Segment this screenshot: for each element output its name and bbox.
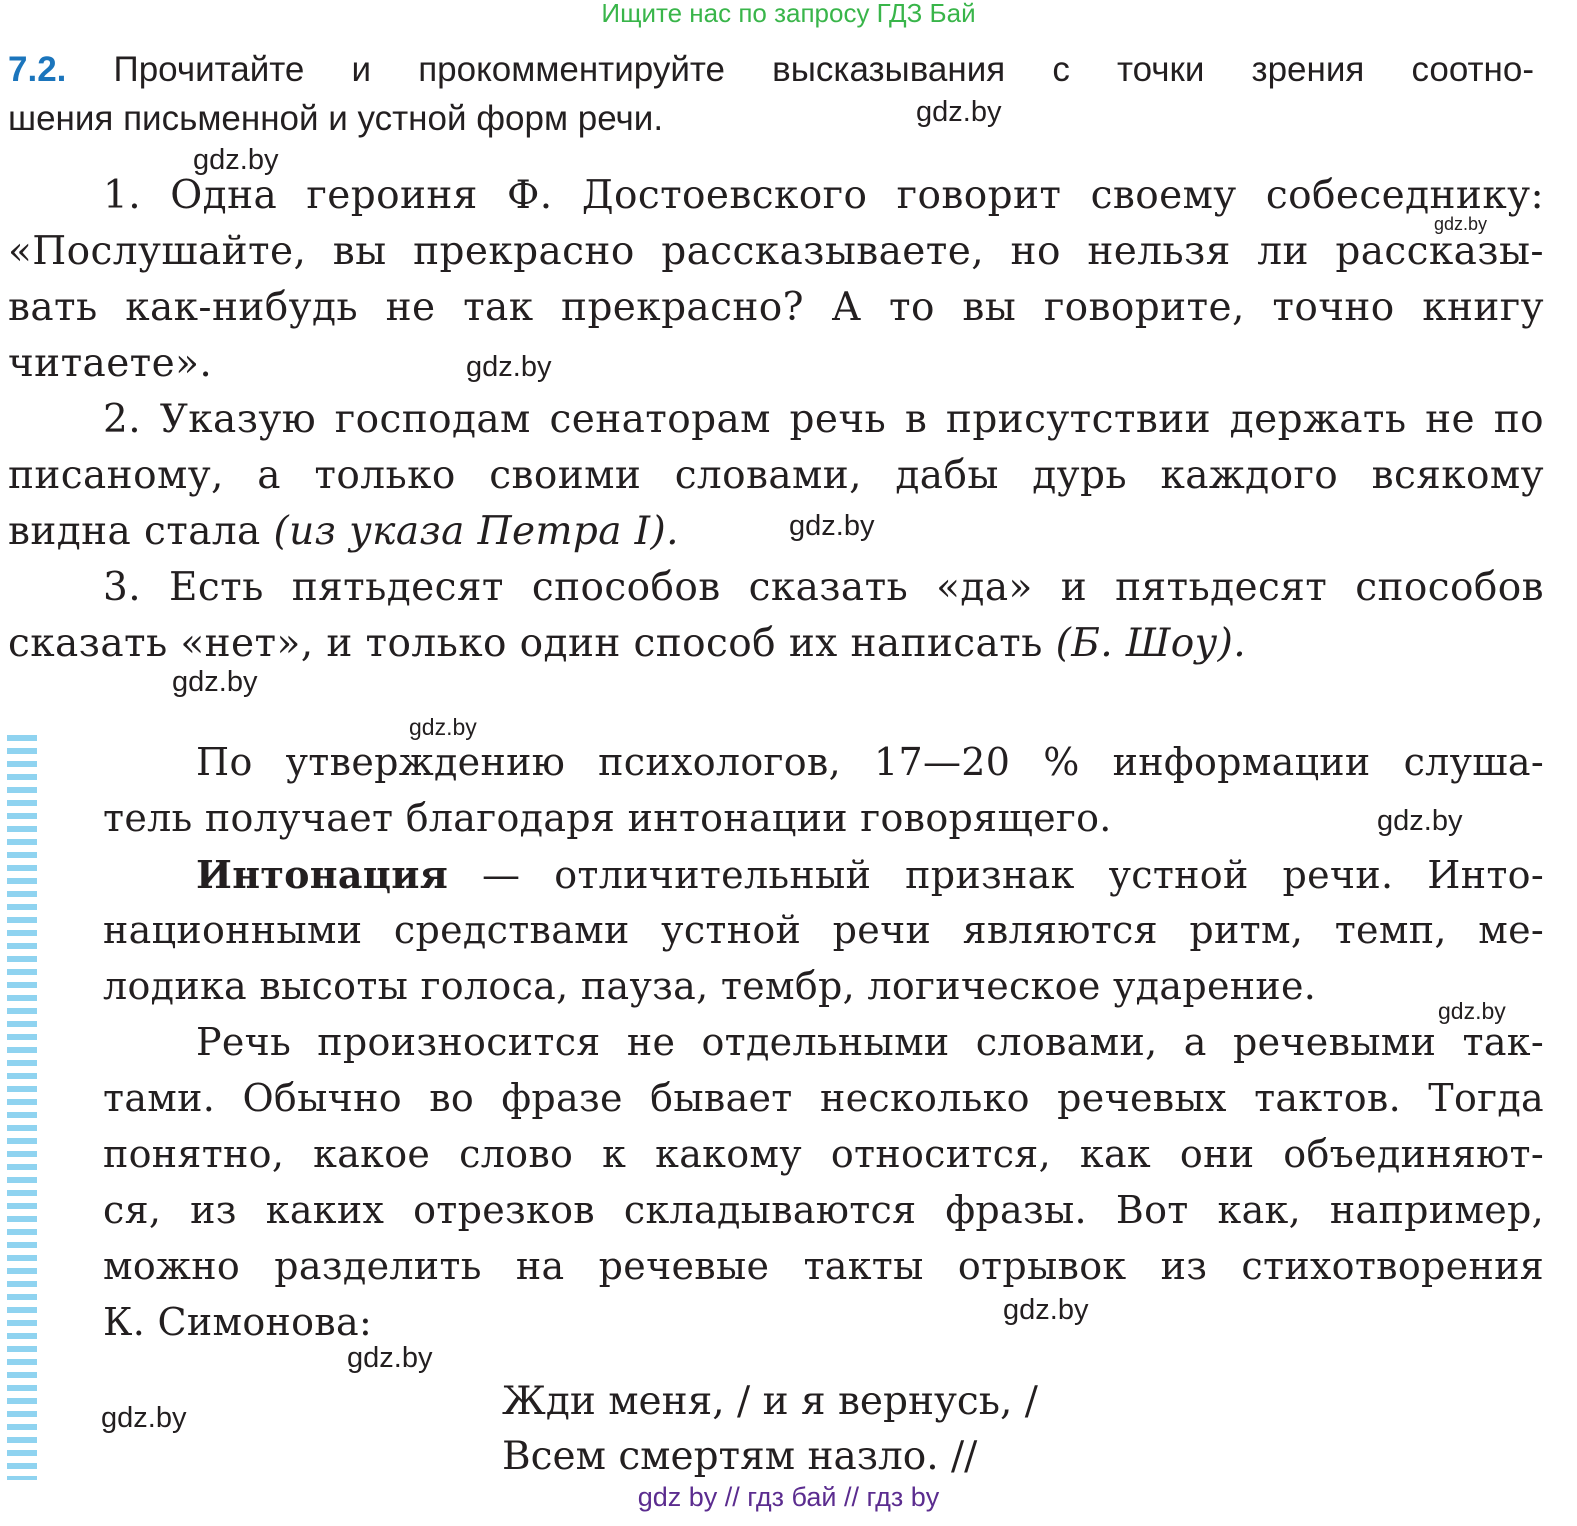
- theory-p2-line-1: [196, 852, 1544, 897]
- bottom-banner[interactable]: gdz by // гдз бай // гдз by: [637, 1482, 940, 1512]
- watermark: gdz.by: [347, 1342, 433, 1374]
- top-banner[interactable]: Ищите нас по запросу ГДЗ Бай: [601, 0, 976, 28]
- watermark: gdz.by: [1377, 805, 1463, 837]
- quote2-line-2: писаному, а только своими словами, дабы дурь каждого всякому: [8, 453, 1544, 498]
- watermark: gdz.by: [789, 510, 875, 542]
- theory-p2-rest: — отличительный признак устной речи. Инто-: [448, 853, 1544, 897]
- poem-line-2: Всем смертям назло. //: [502, 1434, 978, 1479]
- quote3-source: (Б. Шоу).: [1055, 621, 1247, 666]
- poem-line-1: Жди меня, / и я вернусь, /: [502, 1379, 1038, 1424]
- theory-p3-line-4: ся, из каких отрезков складываются фразы. Вот как, например,: [103, 1188, 1544, 1232]
- quote1-line-2: «Послушайте, вы прекрасно рассказываете, но нельзя ли рассказы-: [8, 229, 1544, 274]
- theory-p2-line-3: лодика высоты голоса, пауза, тембр, логическое ударение.: [103, 964, 1317, 1008]
- watermark: gdz.by: [172, 666, 258, 698]
- quote3-text: сказать «нет», и только один способ их написать: [8, 621, 1043, 666]
- theory-p2-line-2: национными средствами устной речи являются ритм, темп, ме-: [103, 908, 1544, 952]
- task-text-1: Прочитайте и прокомментируйте высказывания с точки зрения соотно-: [113, 50, 1535, 89]
- theory-side-stripes: [7, 735, 37, 1480]
- theory-p3-line-1: Речь произносится не отдельными словами, а речевыми так-: [196, 1020, 1544, 1064]
- intonation-term: Интонация: [196, 852, 449, 897]
- quote2-line-1: 2. Указую господам сенаторам речь в присутствии держать не по: [103, 397, 1544, 442]
- theory-p3-line-5: можно разделить на речевые такты отрывок из стихотворения: [103, 1244, 1544, 1288]
- theory-p3-line-3: понятно, какое слово к какому относится, как они объединяют-: [103, 1132, 1544, 1176]
- watermark: gdz.by: [101, 1402, 187, 1434]
- quote1-line-3: вать как-нибудь не так прекрасно? А то вы говорите, точно книгу: [8, 285, 1544, 330]
- quote1-line-1: 1. Одна героиня Ф. Достоевского говорит своему собеседнику:: [103, 173, 1544, 218]
- watermark: gdz.by: [466, 351, 552, 383]
- task-line-2: шения письменной и устной форм речи.: [8, 99, 664, 138]
- quote2-source: (из указа Петра I).: [273, 509, 679, 554]
- theory-p1-line-1: По утверждению психологов, 17—20 % информации слуша-: [196, 740, 1544, 784]
- quote2-line-3: [8, 509, 679, 554]
- watermark: gdz.by: [193, 144, 279, 176]
- quote2-text: видна стала: [8, 509, 261, 554]
- quote1-line-4: читаете».: [8, 341, 213, 386]
- theory-p1-line-2: тель получает благодаря интонации говорящего.: [103, 796, 1112, 840]
- quote3-line-2: [8, 621, 1246, 666]
- watermark: gdz.by: [1438, 998, 1506, 1024]
- watermark: gdz.by: [1003, 1294, 1089, 1326]
- watermark: gdz.by: [409, 714, 477, 740]
- theory-p3-line-2: тами. Обычно во фразе бывает несколько речевых тактов. Тогда: [103, 1076, 1544, 1120]
- task-number: 7.2.: [8, 50, 67, 89]
- task-line-1: [8, 50, 1534, 90]
- watermark: gdz.by: [916, 96, 1002, 128]
- quote3-line-1: 3. Есть пятьдесят способов сказать «да» и пятьдесят способов: [103, 565, 1544, 610]
- theory-p3-line-6: К. Симонова:: [103, 1300, 373, 1344]
- watermark: gdz.by: [1434, 214, 1488, 234]
